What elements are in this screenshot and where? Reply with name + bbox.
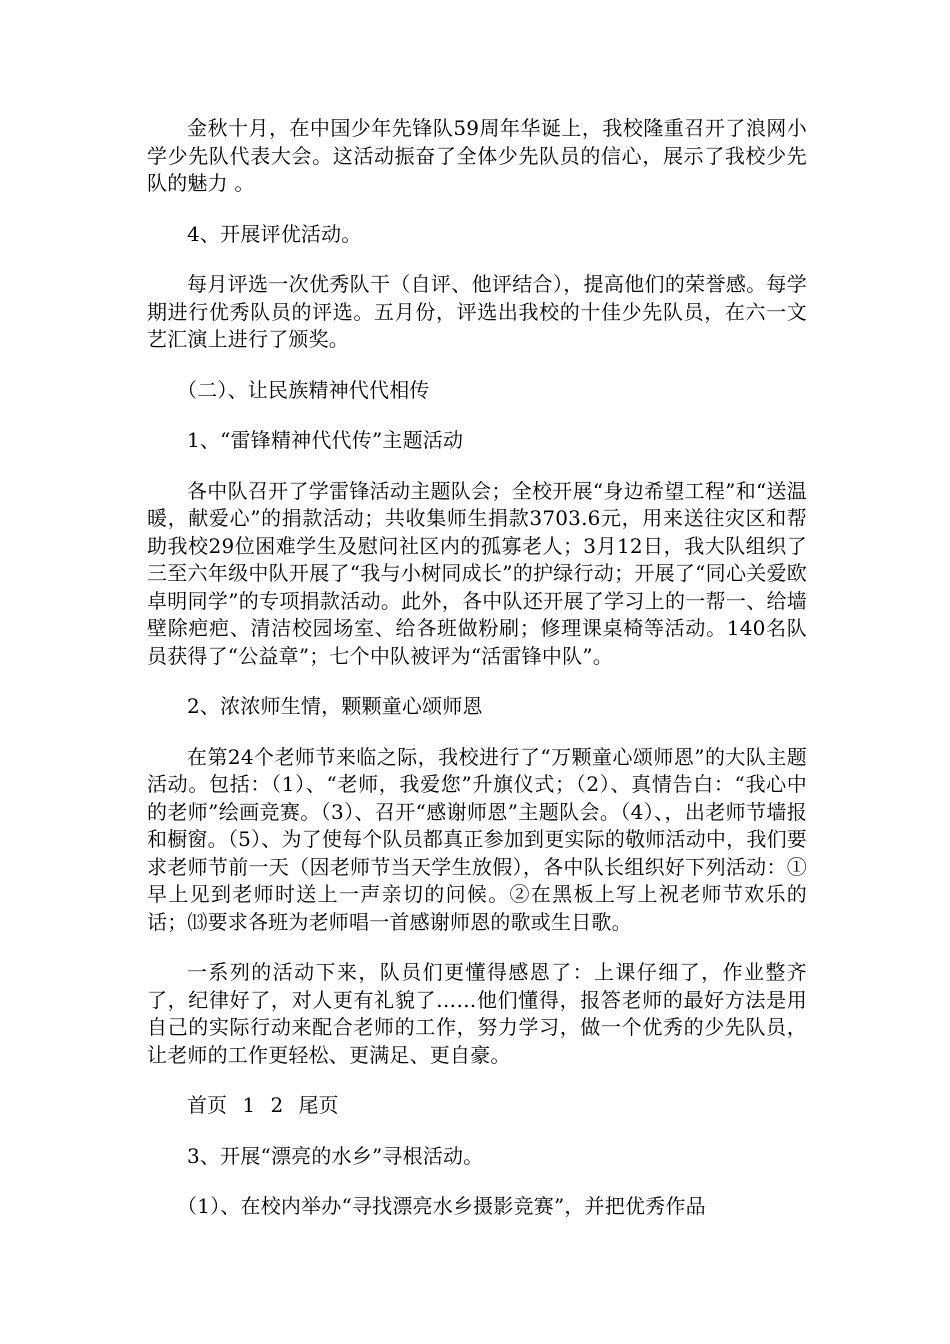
heading-water-town: 3、开展“漂亮的水乡”寻根活动。 — [187, 1143, 484, 1168]
document-body — [147, 115, 807, 1244]
paragraph-congress: 金秋十月，在中国少年先锋队59周年华诞上，我校隆重召开了浪网小学少先队代表大会。这活动振奋了全体少先队员的信心，展示了我校少先队的魅力 。 — [147, 116, 807, 195]
paragraph-photo-contest: （1）、在校内举办“寻找漂亮水乡摄影竞赛”，并把优秀作品 — [177, 1194, 706, 1218]
pagination-first-link[interactable]: 首页 — [187, 1093, 227, 1117]
pagination-page-2-link[interactable]: 2 — [270, 1093, 284, 1117]
heading-leifeng: 1、“雷锋精神代代传”主题活动 — [187, 428, 464, 452]
paragraph-evaluation: 每月评选一次优秀队干（自评、他评结合），提高他们的荣誉感。每学期进行优秀队员的评选。五月份，评选出我校的十佳少先队员，在六一文艺汇演上进行了颁奖。 — [147, 272, 807, 351]
paragraph-gratitude: 一系列的活动下来，队员们更懂得感恩了：上课仔细了，作业整齐了，纪律好了，对人更有礼貌了……他们懂得，报答老师的最好方法是用自己的实际行动来配合老师的工作，努力学习，做一个优秀的少先队员，让老师的工作更轻松、更满足、更自豪。 — [147, 960, 807, 1067]
pagination-last-link[interactable]: 尾页 — [298, 1093, 339, 1117]
heading-evaluation: 4、开展评优活动。 — [187, 221, 362, 246]
section-heading-national-spirit: （二）、让民族精神代代相传 — [177, 377, 430, 402]
paragraph-teachers-day: 在第24个老师节来临之际，我校进行了“万颗童心颂师恩”的大队主题活动。包括：（1）、“老师，我爱您”升旗仪式；（2）、真情告白：“我心中的老师”绘画竞赛。（3）、召开“感谢师恩”主题队会。（4）、，出老师节墙报和橱窗。（5）、为了使每个队员都真正参加到更实际的敬师活动中，我们要求老师节前一天（因老师节当天学生放假），各中队长组织好下列活动：①早上见到老师时送上一声亲切的问候。②在黑板上写上祝老师节欢乐的话；⒀要求各班为老师唱一首感谢师恩的歌或生日歌。 — [147, 744, 807, 934]
pagination-page-1-link[interactable]: 1 — [242, 1093, 256, 1117]
paragraph-leifeng: 各中队召开了学雷锋活动主题队会；全校开展“身边希望工程”和“送温暖，献爱心”的捐款活动；共收集师生捐款3703.6元，用来送往灾区和帮助我校29位困难学生及慰问社区内的孤寡老人；3月12日，我大队组织了三至六年级中队开展了“我与小树同成长”的护绿行动；开展了“同心关爱欧卓明同学”的专项捐款活动。此外，各中队还开展了学习上的一帮一、给墙壁除疤疤、清洁校园场室、给各班做粉刷；修理课桌椅等活动。140名队员获得了“公益章”；七个中队被评为“活雷锋中队”。 — [147, 478, 807, 668]
pagination — [147, 1092, 807, 1120]
heading-teachers: 2、浓浓师生情，颗颗童心颂师恩 — [187, 694, 483, 718]
